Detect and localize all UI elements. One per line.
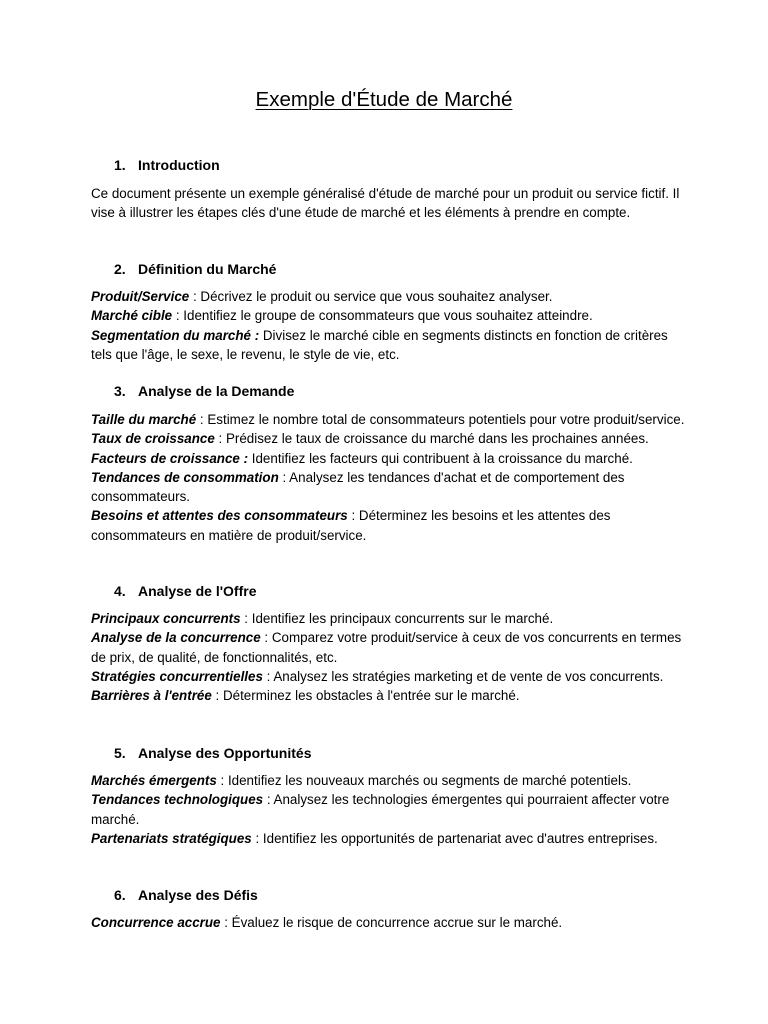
section-heading-analyse-defis: [114, 886, 258, 904]
definition-term: Tendances de consommation: [91, 469, 279, 485]
definition-item: [91, 326, 687, 365]
definition-term: Partenariats stratégiques: [91, 830, 252, 846]
section-title: Introduction: [138, 157, 220, 173]
definition-term: Segmentation du marché :: [91, 327, 260, 343]
section-number: 2.: [114, 261, 126, 277]
definition-desc: : Estimez le nombre total de consommateurs potentiels pour votre produit/service.: [196, 412, 685, 427]
section-title: Analyse de l'Offre: [138, 583, 257, 599]
definition-item: [91, 410, 687, 429]
definition-item: [91, 306, 687, 325]
definition-desc: : Analysez les technologies émergentes qui pourraient affecter votre marché.: [91, 792, 670, 827]
definition-desc: : Déterminez les obstacles à l'entrée sur le marché.: [211, 688, 520, 704]
definition-term: Produit/Service: [91, 289, 190, 304]
definition-desc: : Identifiez les nouveaux marchés ou segments de marché potentiels.: [216, 773, 632, 788]
document-title: Exemple d'Étude de Marché: [255, 88, 513, 111]
section-number: 1.: [114, 157, 126, 173]
section-number: 3.: [114, 383, 126, 399]
section-body-analyse-offre: [91, 609, 687, 705]
definition-term: Facteurs de croissance :: [91, 450, 249, 466]
definition-desc: Identifiez les facteurs qui contribuent à la croissance du marché.: [248, 450, 633, 466]
introduction-paragraph: Ce document présente un exemple généralisé d'étude de marché pour un produit ou service fictif. Il vise à illustrer les étapes clés d'une étude de marché et les éléments à prendre en compte.: [91, 186, 680, 221]
definition-term: Analyse de la concurrence: [91, 630, 261, 646]
definition-item: [91, 667, 687, 686]
definition-item: [91, 790, 687, 829]
section-title: Définition du Marché: [138, 261, 277, 277]
definition-item: [91, 449, 687, 468]
section-number: 6.: [114, 887, 126, 903]
definition-desc: : Identifiez le groupe de consommateurs que vous souhaitez atteindre.: [172, 308, 593, 324]
section-body-analyse-opportunites: [91, 771, 687, 848]
section-title: Analyse des Défis: [138, 887, 258, 903]
section-body-analyse-demande: [91, 410, 687, 545]
section-title: Analyse des Opportunités: [138, 745, 312, 761]
definition-term: Taille du marché: [91, 412, 197, 427]
definition-item: [91, 829, 687, 848]
definition-term: Barrières à l'entrée: [91, 688, 212, 704]
definition-term: Besoins et attentes des consommateurs: [91, 508, 348, 524]
definition-term: Principaux concurrents: [91, 611, 241, 626]
definition-desc: : Évaluez le risque de concurrence accrue sur le marché.: [220, 915, 563, 930]
definition-item: [91, 609, 687, 628]
section-heading-analyse-opportunites: [114, 744, 311, 762]
definition-desc: : Analysez les stratégies marketing et de vente de vos concurrents.: [262, 668, 664, 684]
section-heading-introduction: [114, 156, 220, 174]
definition-term: Marché cible: [91, 308, 173, 324]
section-body-analyse-defis: [91, 913, 687, 932]
definition-item: [91, 506, 687, 545]
definition-desc: : Comparez votre produit/service à ceux de vos concurrents en termes de prix, de qualité, de fonctionnalités, etc.: [91, 630, 682, 665]
section-body-definition-marche: [91, 287, 687, 364]
definition-desc: : Prédisez le taux de croissance du marché dans les prochaines années.: [214, 431, 649, 447]
definition-desc: : Décrivez le produit ou service que vous souhaitez analyser.: [189, 289, 553, 304]
definition-desc: : Analysez les tendances d'achat et de comportement des consommateurs.: [91, 469, 625, 505]
definition-term: Stratégies concurrentielles: [91, 668, 263, 684]
definition-desc: : Déterminez les besoins et les attentes des consommateurs en matière de produit/service.: [91, 508, 611, 543]
definition-desc: Divisez le marché cible en segments distincts en fonction de critères tels que l'âge, le sexe, le revenu, le style de vie, etc.: [91, 327, 668, 362]
definition-item: [91, 287, 687, 306]
section-number: 5.: [114, 745, 126, 761]
section-number: 4.: [114, 583, 126, 599]
definition-term: Taux de croissance: [91, 431, 215, 447]
definition-term: Marchés émergents: [91, 773, 217, 788]
definition-item: [91, 686, 687, 705]
section-heading-analyse-demande: [114, 382, 294, 400]
definition-term: Concurrence accrue: [91, 915, 221, 930]
section-title: Analyse de la Demande: [138, 383, 295, 399]
section-heading-definition-marche: [114, 260, 276, 278]
definition-item: [91, 429, 687, 448]
definition-desc: : Identifiez les opportunités de partenariat avec d'autres entreprises.: [251, 830, 658, 846]
definition-item: [91, 913, 687, 932]
section-heading-analyse-offre: [114, 582, 256, 600]
definition-desc: : Identifiez les principaux concurrents sur le marché.: [240, 611, 554, 626]
definition-term: Tendances technologiques: [91, 792, 264, 808]
definition-item: [91, 468, 687, 507]
definition-item: [91, 628, 687, 667]
definition-item: [91, 771, 687, 790]
